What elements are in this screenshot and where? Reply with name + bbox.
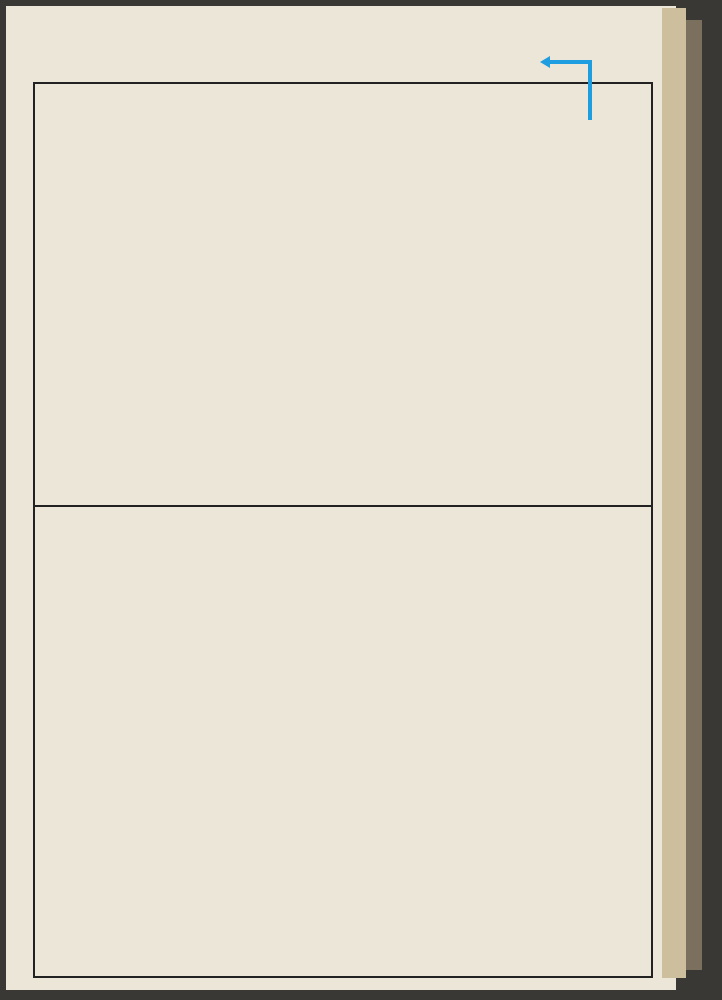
book-cover-edge: [686, 20, 702, 970]
section-divider: [33, 505, 653, 507]
page-edge: [662, 8, 686, 978]
annotation-arrow-icon: [540, 54, 596, 122]
coin-rubbings: [40, 510, 390, 970]
